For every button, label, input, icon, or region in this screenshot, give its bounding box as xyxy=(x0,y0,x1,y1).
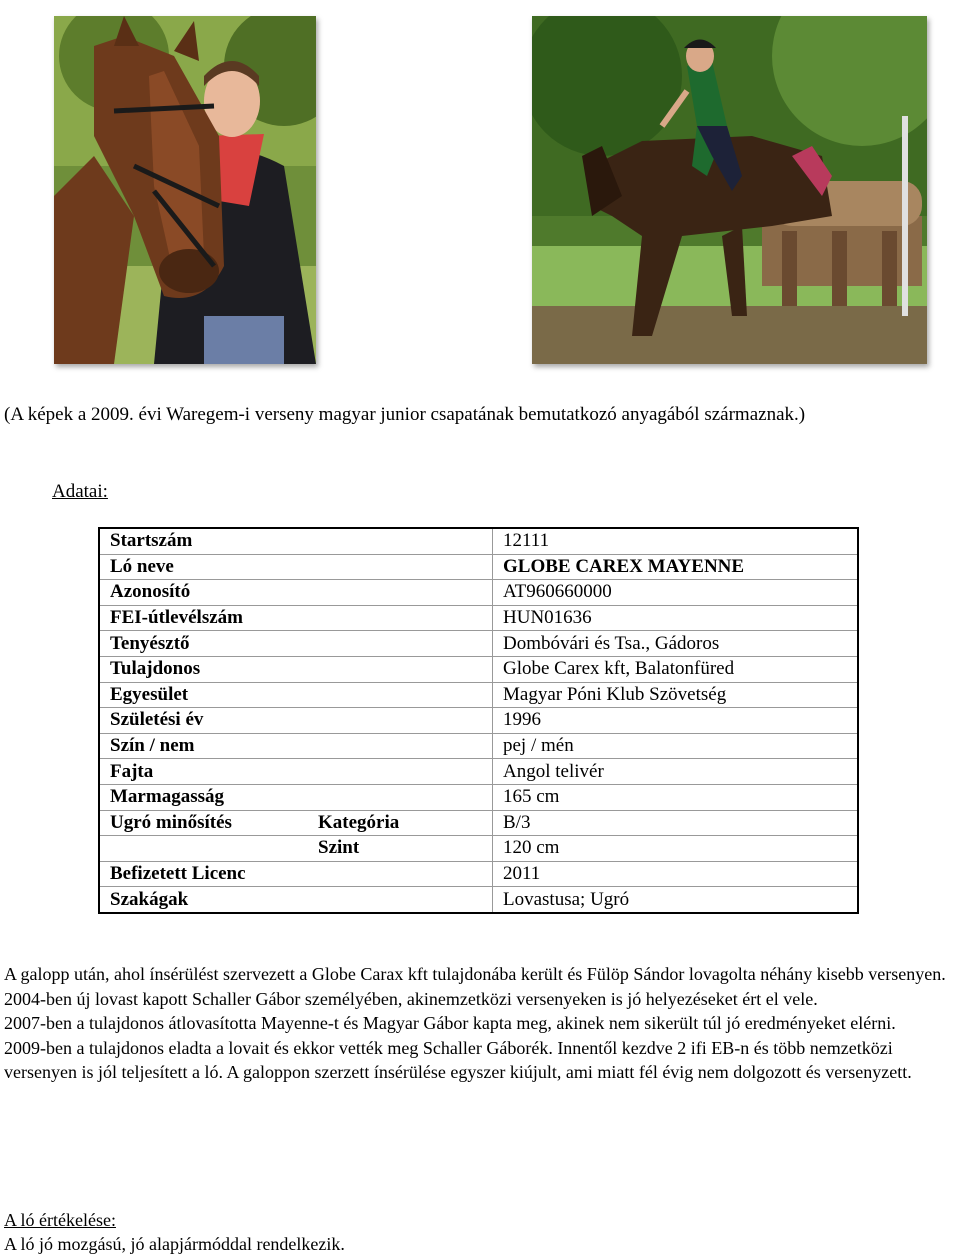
row-label-jump-rating xyxy=(99,810,493,836)
jump-level-value: 120 cm xyxy=(493,836,859,862)
table-row xyxy=(99,733,858,759)
row-label-owner: Tulajdonos xyxy=(99,656,493,682)
horse-portrait-photo xyxy=(54,16,316,364)
table-row xyxy=(99,554,858,580)
table-row xyxy=(99,810,858,836)
history-paragraph: 2007-ben a tulajdonos átlovasította Mayenne-t és Magyar Gábor kapta meg, akinek nem sikerült túl jó eredményeket elérni. xyxy=(4,1013,896,1034)
row-value-horse-name: GLOBE CAREX MAYENNE xyxy=(493,554,859,580)
table-row xyxy=(99,759,858,785)
row-label-license: Befizetett Licenc xyxy=(99,861,493,887)
row-label-color-sex: Szín / nem xyxy=(99,733,493,759)
table-row xyxy=(99,836,858,862)
history-paragraph: A galopp után, ahol ínsérülést szervezett a Globe Carax kft tulajdonába került és Fülöp Sándor lovagolta néhány kisebb versenyen. xyxy=(4,964,946,984)
row-value-license: 2011 xyxy=(493,861,859,887)
history-text xyxy=(4,962,960,1085)
table-row xyxy=(99,861,858,887)
row-label-disciplines: Szakágak xyxy=(99,887,493,913)
row-label-club: Egyesület xyxy=(99,682,493,708)
row-label-horse-name: Ló neve xyxy=(99,554,493,580)
table-row xyxy=(99,631,858,657)
row-value-club: Magyar Póni Klub Szövetség xyxy=(493,682,859,708)
jump-level-label: Szint xyxy=(318,837,360,859)
table-row xyxy=(99,656,858,682)
table-row xyxy=(99,605,858,631)
row-value-fei-passport: HUN01636 xyxy=(493,605,859,631)
jump-category-label: Kategória xyxy=(318,811,400,833)
jump-category-value: B/3 xyxy=(493,810,859,836)
horse-data-table xyxy=(98,527,859,914)
row-label-breed: Fajta xyxy=(99,759,493,785)
row-value-breeder: Dombóvári és Tsa., Gádoros xyxy=(493,631,859,657)
row-value-id: AT960660000 xyxy=(493,580,859,606)
row-value-disciplines: Lovastusa; Ugró xyxy=(493,887,859,913)
row-label-id: Azonosító xyxy=(99,580,493,606)
table-row xyxy=(99,528,858,554)
row-label-jump-level xyxy=(99,836,493,862)
row-label-fei-passport: FEI-útlevélszám xyxy=(99,605,493,631)
table-row xyxy=(99,708,858,734)
history-paragraph: 2004-ben új lovast kapott Schaller Gábor személyében, akinemzetközi versenyeken is jó helyezéseket ért el vele. xyxy=(4,988,818,1009)
table-row xyxy=(99,682,858,708)
photo-caption: (A képek a 2009. évi Waregem-i verseny magyar junior csapatának bemutatkozó anyagából származnak.) xyxy=(4,404,806,425)
row-value-birth-year: 1996 xyxy=(493,708,859,734)
table-row xyxy=(99,887,858,913)
evaluation-title: A ló értékelése: xyxy=(4,1210,116,1230)
row-value-startszam: 12111 xyxy=(493,528,859,554)
row-value-breed: Angol telivér xyxy=(493,759,859,785)
row-value-height: 165 cm xyxy=(493,784,859,810)
evaluation-text: A ló jó mozgású, jó alapjármóddal rendelkezik. xyxy=(4,1234,345,1254)
row-value-owner: Globe Carex kft, Balatonfüred xyxy=(493,656,859,682)
jump-rating-label: Ugró minősítés xyxy=(110,811,232,833)
table-row xyxy=(99,784,858,810)
row-value-color-sex: pej / mén xyxy=(493,733,859,759)
table-row xyxy=(99,580,858,606)
section-title-data: Adatai: xyxy=(52,481,108,502)
row-label-birth-year: Születési év xyxy=(99,708,493,734)
row-label-height: Marmagasság xyxy=(99,784,493,810)
row-label-breeder: Tenyésztő xyxy=(99,631,493,657)
history-paragraph: 2009-ben a tulajdonos eladta a lovait és ekkor vették meg Schaller Gáborék. Innentől kezdve 2 ifi EB-n és több nemzetközi versenyen is jól teljesített a ló. A galoppon szerzett ínsérülése egyszer kiújult, ami miatt fél évig nem dolgozott és versenyzett. xyxy=(4,1037,912,1083)
row-label-startszam: Startszám xyxy=(99,528,493,554)
cross-country-jump-photo xyxy=(532,16,927,364)
